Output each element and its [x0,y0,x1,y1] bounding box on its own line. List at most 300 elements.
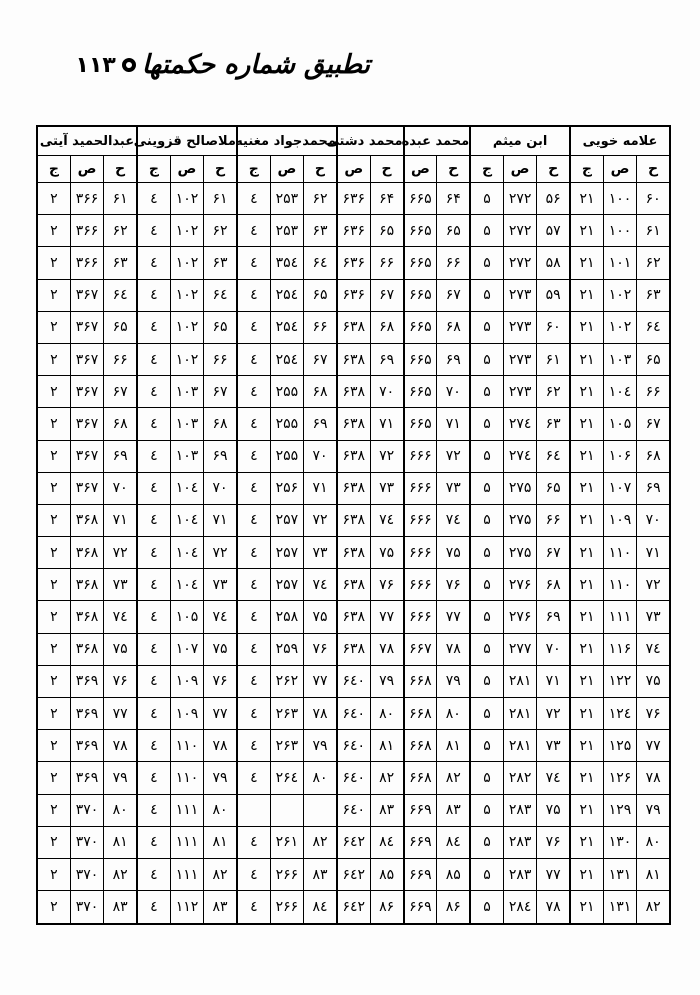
table-cell: ۲ [37,891,70,924]
concordance-table [36,125,671,925]
table-cell: ۲۱ [570,504,603,536]
table-cell: ۵ [470,215,503,247]
table-row [37,504,670,536]
table-cell: ٤ [137,279,170,311]
table-cell: ۷۶ [104,665,137,697]
table-cell: ۷۲ [104,537,137,569]
table-cell: ۱۰۹ [170,665,203,697]
table-row [37,601,670,633]
table-cell: ۷۵ [637,665,670,697]
table-cell: ۶۳ [537,408,570,440]
table-cell: ۲ [37,633,70,665]
column-subheader: ح [537,156,570,183]
table-cell: ۲۱ [570,858,603,890]
column-subheader: ص [270,156,303,183]
table-cell: ۷۰ [637,504,670,536]
table-cell: ۶۹ [204,440,237,472]
column-subheader: ح [304,156,337,183]
table-cell: ٤ [237,601,270,633]
table-cell: ۸۳ [104,891,137,924]
table-cell: ۶٤۲ [337,826,370,858]
table-cell: ۲۵٤ [270,343,303,375]
table-cell: ۳۶۶ [70,215,103,247]
table-cell: ۱۰۲ [603,279,636,311]
table-cell: ۶۳ [637,279,670,311]
table-cell: ۶۶ [204,343,237,375]
table-cell: ۵ [470,408,503,440]
table-cell: ۲۱ [570,569,603,601]
table-cell: ۶۳۸ [337,376,370,408]
table-cell: ۷٤ [104,601,137,633]
table-cell: ۲۱ [570,247,603,279]
table-cell: ۶۳ [104,247,137,279]
table-cell: ۷۲ [304,504,337,536]
table-cell: ۶۷ [304,343,337,375]
table-cell: ۱۰۶ [603,440,636,472]
table-cell: ۷۹ [104,762,137,794]
table-cell: ۵ [470,279,503,311]
header-title: تطبیق شماره حکمتها [141,50,370,80]
table-cell: ۱۲٤ [603,698,636,730]
table-cell: ۲۸۱ [503,698,536,730]
table-cell: ۲ [37,569,70,601]
table-cell: ٤ [137,472,170,504]
table-cell: ۷۸ [637,762,670,794]
table-cell: ۳۶۹ [70,665,103,697]
table-cell: ٤ [237,891,270,924]
table-cell: ۷۵ [370,537,403,569]
table-cell: ۱۱۲ [170,891,203,924]
table-cell: ۲۶۱ [270,826,303,858]
table-cell: ۶۳۸ [337,504,370,536]
table-cell: ٤ [237,215,270,247]
table-cell: ۸۰ [437,698,470,730]
table-cell: ۵ [470,698,503,730]
table-cell: ۷۷ [537,858,570,890]
table-cell: ۲۵۵ [270,440,303,472]
table-cell: ۸۳ [204,891,237,924]
table-cell: ۲۵۸ [270,601,303,633]
column-subheader: ج [237,156,270,183]
table-cell: ۲ [37,376,70,408]
table-cell: ۷۲ [204,537,237,569]
table-cell: ۷٤ [304,569,337,601]
table-cell: ۲۱ [570,633,603,665]
table-cell: ۱۱۱ [170,794,203,826]
table-cell: ۳۶۷ [70,472,103,504]
table-cell: ۵ [470,183,503,215]
table-cell: ۶۶۹ [404,891,437,924]
table-cell: ۶۶ [637,376,670,408]
table-cell: ۱۰۷ [170,633,203,665]
table-cell: ٤ [237,376,270,408]
table-cell: ۶۹ [537,601,570,633]
table-cell: ۲۸۲ [503,762,536,794]
table-cell: ۱۱۱ [603,601,636,633]
table-cell: ۷۶ [304,633,337,665]
table-cell: ۶۲ [304,183,337,215]
table-cell: ۲۱ [570,440,603,472]
table-cell: ۶٤ [304,247,337,279]
table-cell: ۷۲ [437,440,470,472]
table-cell: ۷۰ [537,633,570,665]
table-cell: ۷۷ [370,601,403,633]
table-cell: ٤ [137,633,170,665]
table-cell: ۶۳۶ [337,279,370,311]
group-header: علامه خویی [570,126,670,156]
table-cell: ۷۵ [437,537,470,569]
table-cell: ۸٤ [370,826,403,858]
table-cell: ۶۶۶ [404,440,437,472]
table-cell: ۲ [37,762,70,794]
table-cell: ۲۱ [570,826,603,858]
table-cell: ۸٤ [437,826,470,858]
table-cell: ۸۰ [104,794,137,826]
table-cell: ۷۷ [304,665,337,697]
table-row [37,858,670,890]
table-cell: ۲ [37,247,70,279]
table-cell: ۶۳۸ [337,601,370,633]
table-cell: ۵ [470,504,503,536]
table-cell: ۶۷ [537,537,570,569]
table-cell: ۶۸ [304,376,337,408]
table-cell: ۲۷۵ [503,504,536,536]
table-cell: ۲۷۲ [503,183,536,215]
table-cell: ۲ [37,279,70,311]
table-cell: ۸۲ [370,762,403,794]
table-cell: ۱۰٤ [170,504,203,536]
table-cell: ۲ [37,472,70,504]
table-cell: ٤ [137,215,170,247]
table-cell: ۷۵ [104,633,137,665]
table-row [37,472,670,504]
table-cell: ۶۳۸ [337,569,370,601]
table-cell: ۷۵ [304,601,337,633]
table-cell: ۶۳۸ [337,440,370,472]
table-cell: ۶۶۶ [404,569,437,601]
table-cell: ٤ [237,504,270,536]
table-cell: ۶٤۰ [337,665,370,697]
table-cell: ۶۶۵ [404,247,437,279]
table-cell: ۳۶۸ [70,537,103,569]
table-cell: ۵ [470,376,503,408]
table-cell: ۲ [37,858,70,890]
table-cell: ۲ [37,794,70,826]
table-cell: ٤ [137,569,170,601]
table-cell: ۷٤ [204,601,237,633]
table-cell: ۶۵ [437,215,470,247]
table-cell: ۷۳ [537,730,570,762]
table-cell: ۲۶٤ [270,762,303,794]
table-cell: ۲۵۳ [270,215,303,247]
table-cell: ٤ [237,408,270,440]
table-cell: ۷۱ [537,665,570,697]
table-cell: ۶٤۰ [337,730,370,762]
table-cell: ۵ [470,794,503,826]
table-cell: ۲۷۵ [503,472,536,504]
table-cell: ٤ [137,762,170,794]
table-cell: ۵ [470,472,503,504]
table-cell: ۷۱ [304,472,337,504]
table-cell: ۷۳ [204,569,237,601]
table-cell: ۲۸۳ [503,858,536,890]
table-cell: ۷۶ [204,665,237,697]
table-cell: ۶۷ [370,279,403,311]
table-cell: ۱۰۲ [603,311,636,343]
table-cell: ۶٤۰ [337,762,370,794]
table-cell: ۱۰٤ [170,537,203,569]
table-cell: ۲ [37,215,70,247]
table-cell: ۶۹ [637,472,670,504]
table-cell: ۶۹ [437,343,470,375]
table-cell: ٤ [137,730,170,762]
table-cell: ۶۶۹ [404,826,437,858]
table-cell: ۳۶۸ [70,633,103,665]
table-row [37,215,670,247]
table-cell: ٤ [137,826,170,858]
table-cell: ۶۹ [370,343,403,375]
column-subheader: ح [104,156,137,183]
table-cell: ۲۷۲ [503,215,536,247]
table-cell: ۷۸ [204,730,237,762]
table-cell: ۳۶۸ [70,601,103,633]
table-cell: ۱۲۶ [603,762,636,794]
table-cell: ۲۱ [570,376,603,408]
table-cell: ۲۱ [570,537,603,569]
table-cell: ۶۴ [370,183,403,215]
page-header [30,40,370,90]
table-cell: ۱۰۹ [170,698,203,730]
table-cell: ۶۲ [537,376,570,408]
table-cell: ۱۰٤ [170,569,203,601]
table-cell: ۱۰۲ [170,247,203,279]
table-cell: ۳۶۷ [70,376,103,408]
table-cell: ۵ [470,826,503,858]
table-cell: ۶۵ [537,472,570,504]
table-cell: ۲۷٤ [503,408,536,440]
table-cell: ۷۳ [304,537,337,569]
column-subheader: ص [503,156,536,183]
table-cell: ۲۵۷ [270,504,303,536]
table-cell: ۶٤۰ [337,794,370,826]
table-cell: ٤ [237,826,270,858]
table-cell: ۶۶ [104,343,137,375]
table-cell: ۷۷ [104,698,137,730]
table-row [37,311,670,343]
table-cell: ۷۳ [104,569,137,601]
table-cell: ۶۳ [204,247,237,279]
table-cell: ۲۵۷ [270,569,303,601]
table-cell: ۲۵۷ [270,537,303,569]
table-cell: ۷۸ [537,891,570,924]
table-cell: ۸۲ [204,858,237,890]
table-cell: ۵ [470,311,503,343]
table-cell: ٤ [237,343,270,375]
table-cell: ۶۳۸ [337,408,370,440]
table-cell: ۷٤ [637,633,670,665]
table-cell: ۸٤ [304,891,337,924]
column-subheader: ح [637,156,670,183]
table-cell: ۱۰۳ [170,376,203,408]
table-cell: ٤ [137,440,170,472]
table-cell: ۲۵۵ [270,408,303,440]
table-cell: ٤ [237,183,270,215]
table-cell: ۲۱ [570,601,603,633]
table-cell: ۶۰ [637,183,670,215]
table-cell: ٤ [137,537,170,569]
table-cell: ۷۹ [304,730,337,762]
table-cell: ۵ [470,247,503,279]
table-cell: ۸۰ [370,698,403,730]
table-cell: ۷۹ [437,665,470,697]
table-cell: ۶۲ [104,215,137,247]
table-cell: ۷۹ [637,794,670,826]
table-cell: ۶۲ [204,215,237,247]
table-cell: ٤ [137,311,170,343]
table-cell: ٤ [137,794,170,826]
table-cell: ۷۸ [104,730,137,762]
table-cell: ۶۷ [104,376,137,408]
table-cell: ۷۱ [437,408,470,440]
table-row [37,665,670,697]
table-cell: ۶۸ [437,311,470,343]
table-cell: ۱۰٤ [170,472,203,504]
table-cell: ۳۵٤ [270,247,303,279]
table-cell: ۵ [470,440,503,472]
table-cell: ۲۵۹ [270,633,303,665]
table-cell: ۶۶۶ [404,601,437,633]
table-cell: ۶۳۶ [337,247,370,279]
table-cell: ۸۶ [437,891,470,924]
table-cell: ٤ [237,569,270,601]
group-header: ابن میثم [470,126,570,156]
table-cell: ٤ [237,698,270,730]
table-cell: ۷۸ [304,698,337,730]
table-cell: ۶۶۸ [404,730,437,762]
group-header: محمد دشتی [337,126,404,156]
table-cell: ۷۱ [204,504,237,536]
table-cell: ۲۱ [570,794,603,826]
table-cell: ۲۱ [570,311,603,343]
table-cell: ۶۸ [637,440,670,472]
table-cell: ۱۰۹ [603,504,636,536]
table-cell: ۵۶ [537,183,570,215]
table-cell: ۸۱ [437,730,470,762]
table-cell: ۲۵۵ [270,376,303,408]
table-cell: ۵ [470,569,503,601]
table-cell: ۶۲ [637,247,670,279]
table-cell: ۷۳ [370,472,403,504]
table-cell: ۶۷ [437,279,470,311]
table-cell: ۶۶۵ [404,376,437,408]
table-cell: ۸۰ [204,794,237,826]
table-cell: ٤ [137,665,170,697]
table-cell: ۲ [37,537,70,569]
table-cell: ۳۶۷ [70,440,103,472]
table-cell: ۷۵ [204,633,237,665]
table-cell: ۶۶۷ [404,633,437,665]
table-cell: ۷۹ [370,665,403,697]
table-cell: ۳۷۰ [70,794,103,826]
table-cell: ۶٤۰ [337,698,370,730]
table-cell: ۲۷۷ [503,633,536,665]
column-subheader: ج [37,156,70,183]
table-cell: ۶۶ [304,311,337,343]
table-cell: ۲۱ [570,183,603,215]
table-cell: ۶۸ [537,569,570,601]
group-header: عبدالحمید آیتی [37,126,137,156]
table-cell [270,794,303,826]
table-cell: ۲۱ [570,762,603,794]
table-cell: ۶۱ [537,343,570,375]
table-cell: ۷۲ [637,569,670,601]
group-header: محمد عبده [404,126,471,156]
table-cell: ۸۱ [104,826,137,858]
table-cell: ۱۰۳ [170,440,203,472]
subheader-row [37,156,670,183]
table-cell: ۵ [470,665,503,697]
table-cell: ٤ [137,247,170,279]
table-cell: ۶۱ [104,183,137,215]
table-cell: ۳۶۸ [70,569,103,601]
table-cell: ۲۵٤ [270,279,303,311]
table-cell: ۶۶ [437,247,470,279]
table-cell: ۲۱ [570,698,603,730]
table-cell: ۶۳۸ [337,472,370,504]
table-cell: ٤ [237,472,270,504]
table-cell: ۷۱ [370,408,403,440]
table-cell: ٤ [137,504,170,536]
column-subheader: ح [437,156,470,183]
table-cell: ۷۶ [370,569,403,601]
table-cell: ۶۹ [104,440,137,472]
table-cell: ٤ [137,891,170,924]
table-cell: ۶٤ [537,440,570,472]
table-cell: ۱۱۰ [603,569,636,601]
table-cell: ٤ [137,858,170,890]
table-cell: ۷۲ [537,698,570,730]
column-subheader: ح [204,156,237,183]
table-cell: ۱۰۰ [603,183,636,215]
table-cell: ۲ [37,343,70,375]
table-cell: ٤ [237,762,270,794]
table-cell: ۱۰۳ [170,408,203,440]
table-cell: ۷۶ [537,826,570,858]
table-cell: ۸۳ [370,794,403,826]
table-cell: ٤ [237,858,270,890]
table-cell: ۷۷ [204,698,237,730]
table-cell: ۶۵ [204,311,237,343]
table-cell: ۷٤ [537,762,570,794]
table-row [37,279,670,311]
table-cell: ۵۹ [537,279,570,311]
table-cell [237,794,270,826]
table-cell: ۱۱۰ [603,537,636,569]
table-cell: ۲ [37,183,70,215]
table-cell: ۲۱ [570,891,603,924]
table-cell: ۱۰٤ [603,376,636,408]
table-cell: ۵ [470,343,503,375]
table-row [37,569,670,601]
table-cell: ۲۵٤ [270,311,303,343]
table-cell: ۲۶۶ [270,858,303,890]
page-number: ۱۱۳ [75,52,116,78]
table-cell: ۶۶۹ [404,858,437,890]
table-cell: ۶۶ [370,247,403,279]
table-cell: ۲۷۵ [503,537,536,569]
table-cell: ۷۵ [537,794,570,826]
table-cell: ۶۶۹ [404,794,437,826]
